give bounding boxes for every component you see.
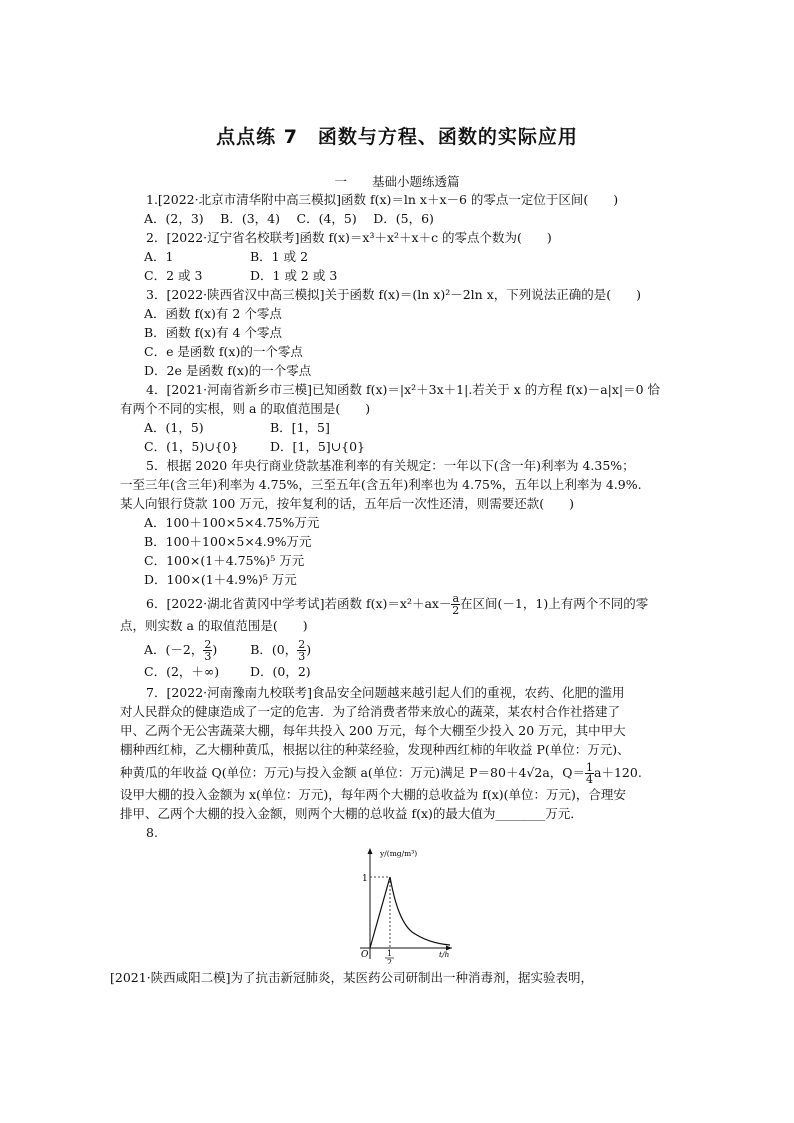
question-1-stem: 1.[2022·北京市清华附中高三模拟]函数 f(x)＝ln x＋x－6 的零点一定位于区间( ) [146,192,619,207]
question-4-stem-line1: 4．[2021·河南省新乡市三模]已知函数 f(x)＝|x²＋3x＋1|.若关于 x 的方程 f(x)－a|x|＝0 恰 [146,382,661,397]
question-7-line2: 对人民群众的健康造成了一定的危害．为了给消费者带来放心的蔬菜，某农村合作社搭建了 [120,704,621,719]
question-4-stem-line2: 有两个不同的实根，则 a 的取值范围是( ) [120,401,371,416]
y-tick-label: 1 [362,874,368,884]
option-c: C．(1，5)∪{0} [144,439,239,454]
question-6-stem-line1 [120,593,680,616]
option-c: C．e 是函数 f(x)的一个零点 [144,344,303,359]
frac-den: 4 [586,773,594,786]
question-3-stem: 3．[2022·陕西省汉中高三模拟]关于函数 f(x)＝(ln x)²－2ln x，下列说法正确的是( ) [146,287,642,302]
question-5-stem-line3: 某人向银行贷款 100 万元，按年复利的话，五年后一次性还清，则需要还款( ) [120,496,575,511]
option-d: D．2e 是函数 f(x)的一个零点 [144,363,312,378]
y-axis-label: y/(mg/m³) [380,849,418,858]
question-8-text: [2021·陕西咸阳二模]为了抗击新冠肺炎，某医药公司研制出一种消毒剂，据实验表明， [110,970,594,985]
option-b: B．(3，4) [220,211,281,226]
section-heading: 一 基础小题练透篇 [334,174,460,189]
question-6-text-a: 6．[2022·湖北省黄冈中学考试]若函数 f(x)＝x²＋ax－ [146,596,452,611]
question-8-number: 8. [146,825,158,840]
question-4-options-ab [120,418,680,437]
frac-num: a [452,592,460,605]
question-list [110,190,680,987]
option-c: C．(2，＋∞) [144,664,220,679]
option-c: C．100×(1＋4.75%)⁵ 万元 [144,553,305,568]
question-2-options-cd [120,266,680,285]
option-d: D．[1，5]∪{0} [270,439,366,454]
graph-svg [340,844,480,964]
question-7-line7: 排甲、乙两个大棚的投入金额，则两个大棚的总收益 f(x)的最大值为________万元． [120,806,583,821]
option-a: A．(1，5) [144,420,204,435]
frac-num: 2 [204,638,212,651]
question-6-options-cd [120,662,680,681]
page-title: 点点练 7 函数与方程、函数的实际应用 [216,126,578,148]
option-b: B．[1，5] [270,420,330,435]
option-b-label: B． [250,642,272,657]
frac-den: 3 [204,650,212,663]
option-a-right: ) [212,642,218,657]
question-7-line5-a: 种黄瓜的年收益 Q(单位：万元)与投入金额 a(单位：万元)满足 P＝80＋4√2a，Q＝ [120,765,586,780]
option-b-right: ) [306,642,312,657]
question-7-line6: 设甲大棚的投入金额为 x(单位：万元)，每年两个大棚的总收益为 f(x)(单位：万元)，合理安 [120,787,626,802]
option-b: B．函数 f(x)有 4 个零点 [144,325,282,340]
option-d: D．(5，6) [373,211,434,226]
frac-num: 1 [586,761,594,774]
question-7-line5 [120,762,680,785]
x-axis-label: t/h [439,950,450,959]
option-c: C．(4，5) [296,211,357,226]
option-a: A．100＋100×5×4.75%万元 [144,515,320,530]
frac-den: 3 [298,650,306,663]
question-7-line1: 7．[2022·河南豫南九校联考]食品安全问题越来越引起人们的重视，农药、化肥的滥用 [146,685,625,700]
question-7-line5-b: a＋120. [594,765,642,780]
fraction-a-over-2 [451,593,460,616]
question-6-stem-line2: 点，则实数 a 的取值范围是( ) [120,618,308,633]
question-6-text-b: 在区间(－1，1)上有两个不同的零 [460,596,649,611]
x-tick-denominator: 2 [387,958,393,964]
option-d: D．(0，2) [250,664,311,679]
option-a-label: A． [144,642,166,657]
question-7-line3: 甲、乙两个无公害蔬菜大棚，每年共投入 200 万元，每个大棚至少投入 20 万元，其中甲大 [120,723,626,738]
option-b: B．100＋100×5×4.9%万元 [144,534,312,549]
question-5-stem-line1: 5．根据 2020 年央行商业贷款基准利率的有关规定：一年以下(含一年)利率为 4.35%； [146,458,635,473]
option-a: A．(2，3) [144,211,204,226]
fraction-2-over-3 [297,639,306,662]
question-7-line4: 棚种西红柿，乙大棚种黄瓜，根据以往的种菜经验，发现种西红柿的年收益 P(单位：万元)、 [120,742,630,757]
frac-num: 2 [298,638,306,651]
option-a-left: (－2， [165,642,204,657]
option-a: A．函数 f(x)有 2 个零点 [144,306,282,321]
origin-label: O [361,950,369,960]
frac-den: 2 [452,604,460,617]
option-b: B．1 或 2 [250,249,309,264]
option-d: D．100×(1＋4.9%)⁵ 万元 [144,572,297,587]
option-d: D．1 或 2 或 3 [250,268,338,283]
question-1-options [120,209,680,228]
concentration-curve [370,877,450,948]
option-b-left: (0， [271,642,298,657]
concentration-graph [120,844,680,964]
question-4-options-cd [120,437,680,456]
x-tick-numerator: 1 [387,949,393,958]
question-5-stem-line2: 一至三年(含三年)利率为 4.75%，三至五年(含五年)利率也为 4.75%，五年以上利率为 4.9%. [120,477,642,492]
fraction-1-over-4 [585,762,594,785]
question-2-options-ab [120,247,680,266]
question-2-stem: 2．[2022·辽宁省名校联考]函数 f(x)＝x³＋x²＋x＋c 的零点个数为( ) [146,230,552,245]
option-a: A．1 [144,249,174,264]
option-c: C．2 或 3 [144,268,203,283]
y-axis-arrow-icon [368,848,373,854]
question-6-options-ab [120,639,680,662]
